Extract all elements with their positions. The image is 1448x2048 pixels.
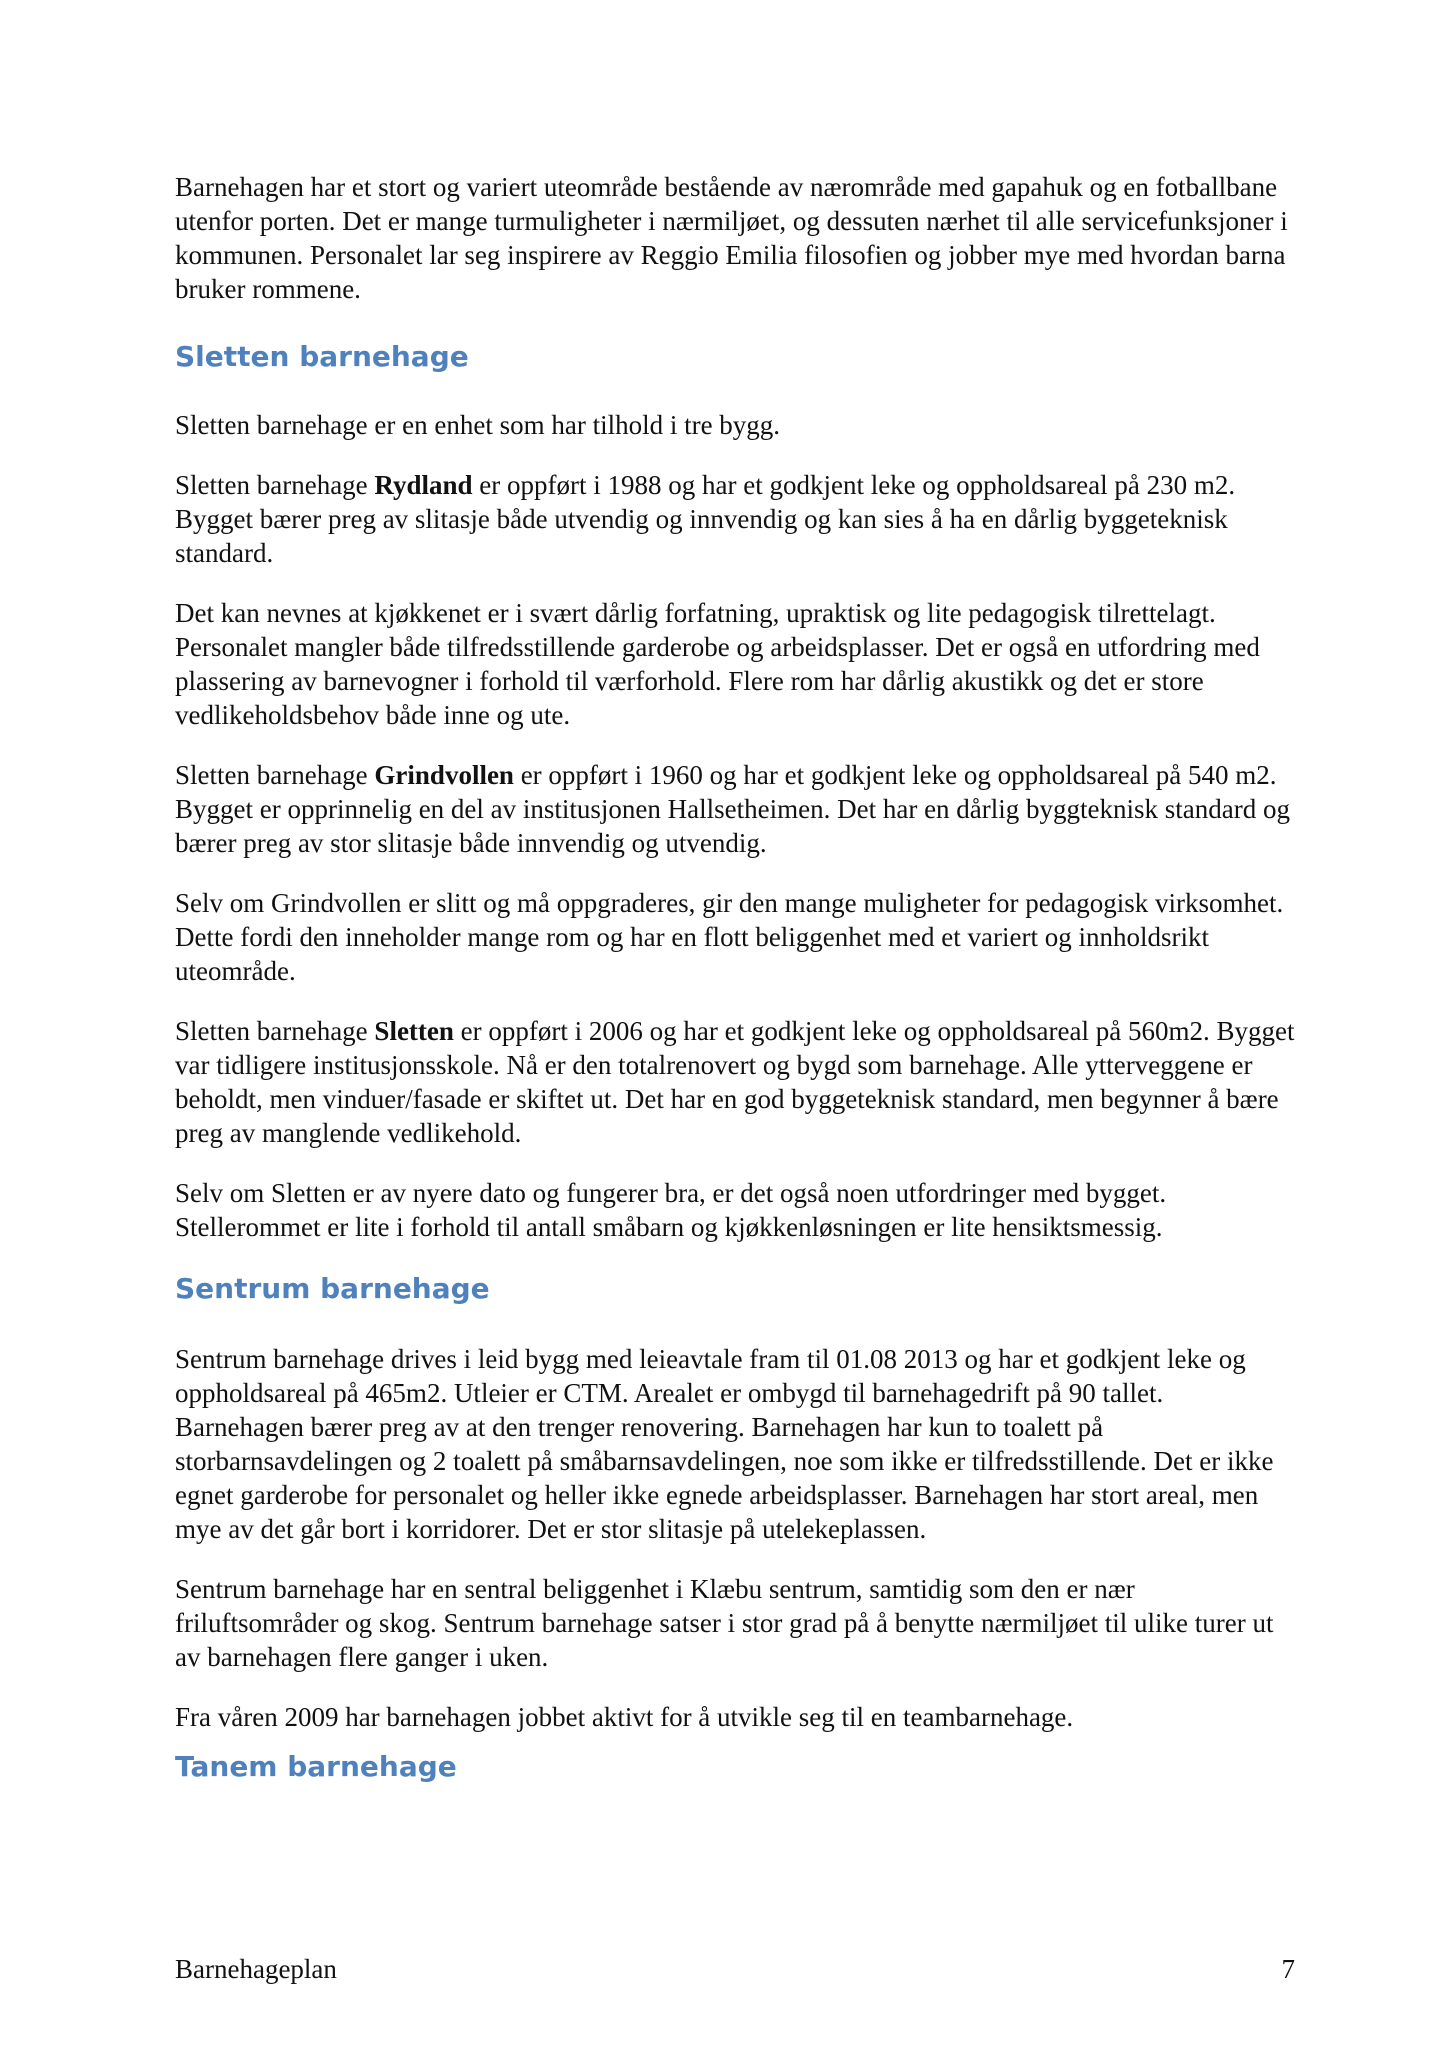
sentrum-paragraph-1: Sentrum barnehage drives i leid bygg med leieavtale fram til 01.08 2013 og har et godkjent leke og oppholdsareal på 465m2. Utleier er CTM. Arealet er ombygd til barnehagedrift på 90 tallet. Barnehagen bærer preg av at den trenger renovering. Barnehagen har kun to toalett på storbarnsavdelingen og 2 toalett på småbarnsavdelingen, noe som ikke er tilfredsstillende. Det er ikke egnet garderobe for personalet og heller ikke egnede arbeidsplasser. Barnehagen har stort areal, men mye av det går bort i korridorer. Det er stor slitasje på utelekeplassen. [175, 1344, 1274, 1544]
heading-sentrum: Sentrum barnehage [175, 1272, 490, 1305]
rydland-pre: Sletten barnehage [175, 470, 375, 500]
rydland-post: er oppført i 1988 og har et godkjent leke og oppholdsareal på 230 m2. Bygget bærer preg av slitasje både utvendig og innvendig og kan sies å ha en dårlig byggeteknisk standard. [175, 470, 1236, 568]
sentrum-paragraph-3: Fra våren 2009 har barnehagen jobbet aktivt for å utvikle seg til en teambarnehage. [175, 1702, 1074, 1732]
sletten-paragraph-5: Selv om Grindvollen er slitt og må oppgraderes, gir den mange muligheter for pedagogisk virksomhet. Dette fordi den inneholder mange rom og har en flott beliggenhet med et variert og innholdsrikt uteområde. [175, 888, 1284, 986]
sletten-sletten-paragraph [175, 1014, 1295, 1150]
document-page [175, 170, 1295, 1784]
page-footer [175, 1952, 1295, 1986]
sletten-grindvollen-paragraph [175, 758, 1295, 860]
footer-page-number: 7 [1281, 1954, 1295, 1984]
sletten-paragraph-1: Sletten barnehage er en enhet som har tilhold i tre bygg. [175, 410, 781, 440]
intro-paragraph: Barnehagen har et stort og variert uteområde bestående av nærområde med gapahuk og en fotballbane utenfor porten. Det er mange turmuligheter i nærmiljøet, og dessuten nærhet til alle servicefunksjoner i kommunen. Personalet lar seg inspirere av Reggio Emilia filosofien og jobber mye med hvordan barna bruker rommene. [175, 172, 1288, 304]
heading-sletten: Sletten barnehage [175, 340, 469, 373]
sletten-paragraph-7: Selv om Sletten er av nyere dato og fungerer bra, er det også noen utfordringer med bygget. Stellerommet er lite i forhold til antall småbarn og kjøkkenløsningen er lite hensiktsmessig. [175, 1178, 1167, 1242]
grindvollen-pre: Sletten barnehage [175, 760, 375, 790]
sletten-rydland-paragraph [175, 468, 1295, 570]
sletten-paragraph-3: Det kan nevnes at kjøkkenet er i svært dårlig forfatning, upraktisk og lite pedagogisk tilrettelagt. Personalet mangler både tilfredsstillende garderobe og arbeidsplasser. Det er også en utfordring med plassering av barnevogner i forhold til værforhold. Flere rom har dårlig akustikk og det er store vedlikeholdsbehov både inne og ute. [175, 598, 1260, 730]
rydland-name: Rydland [374, 470, 473, 500]
heading-tanem: Tanem barnehage [175, 1750, 457, 1783]
slettenbygg-post: er oppført i 2006 og har et godkjent leke og oppholdsareal på 560m2. Bygget var tidligere institusjonsskole. Nå er den totalrenovert og bygd som barnehage. Alle ytterveggene er beholdt, men vinduer/fasade er skiftet ut. Det har en god byggeteknisk standard, men begynner å bære preg av manglende vedlikehold. [175, 1016, 1295, 1148]
grindvollen-post: er oppført i 1960 og har et godkjent leke og oppholdsareal på 540 m2. Bygget er opprinnelig en del av institusjonen Hallsetheimen. Det har en dårlig byggteknisk standard og bærer preg av stor slitasje både innvendig og utvendig. [175, 760, 1290, 858]
slettenbygg-pre: Sletten barnehage [175, 1016, 375, 1046]
footer-title: Barnehageplan [175, 1954, 337, 1984]
grindvollen-name: Grindvollen [374, 760, 514, 790]
slettenbygg-name: Sletten [374, 1016, 454, 1046]
sentrum-paragraph-2: Sentrum barnehage har en sentral beliggenhet i Klæbu sentrum, samtidig som den er nær friluftsområder og skog. Sentrum barnehage satser i stor grad på å benytte nærmiljøet til ulike turer ut av barnehagen flere ganger i uken. [175, 1574, 1274, 1672]
